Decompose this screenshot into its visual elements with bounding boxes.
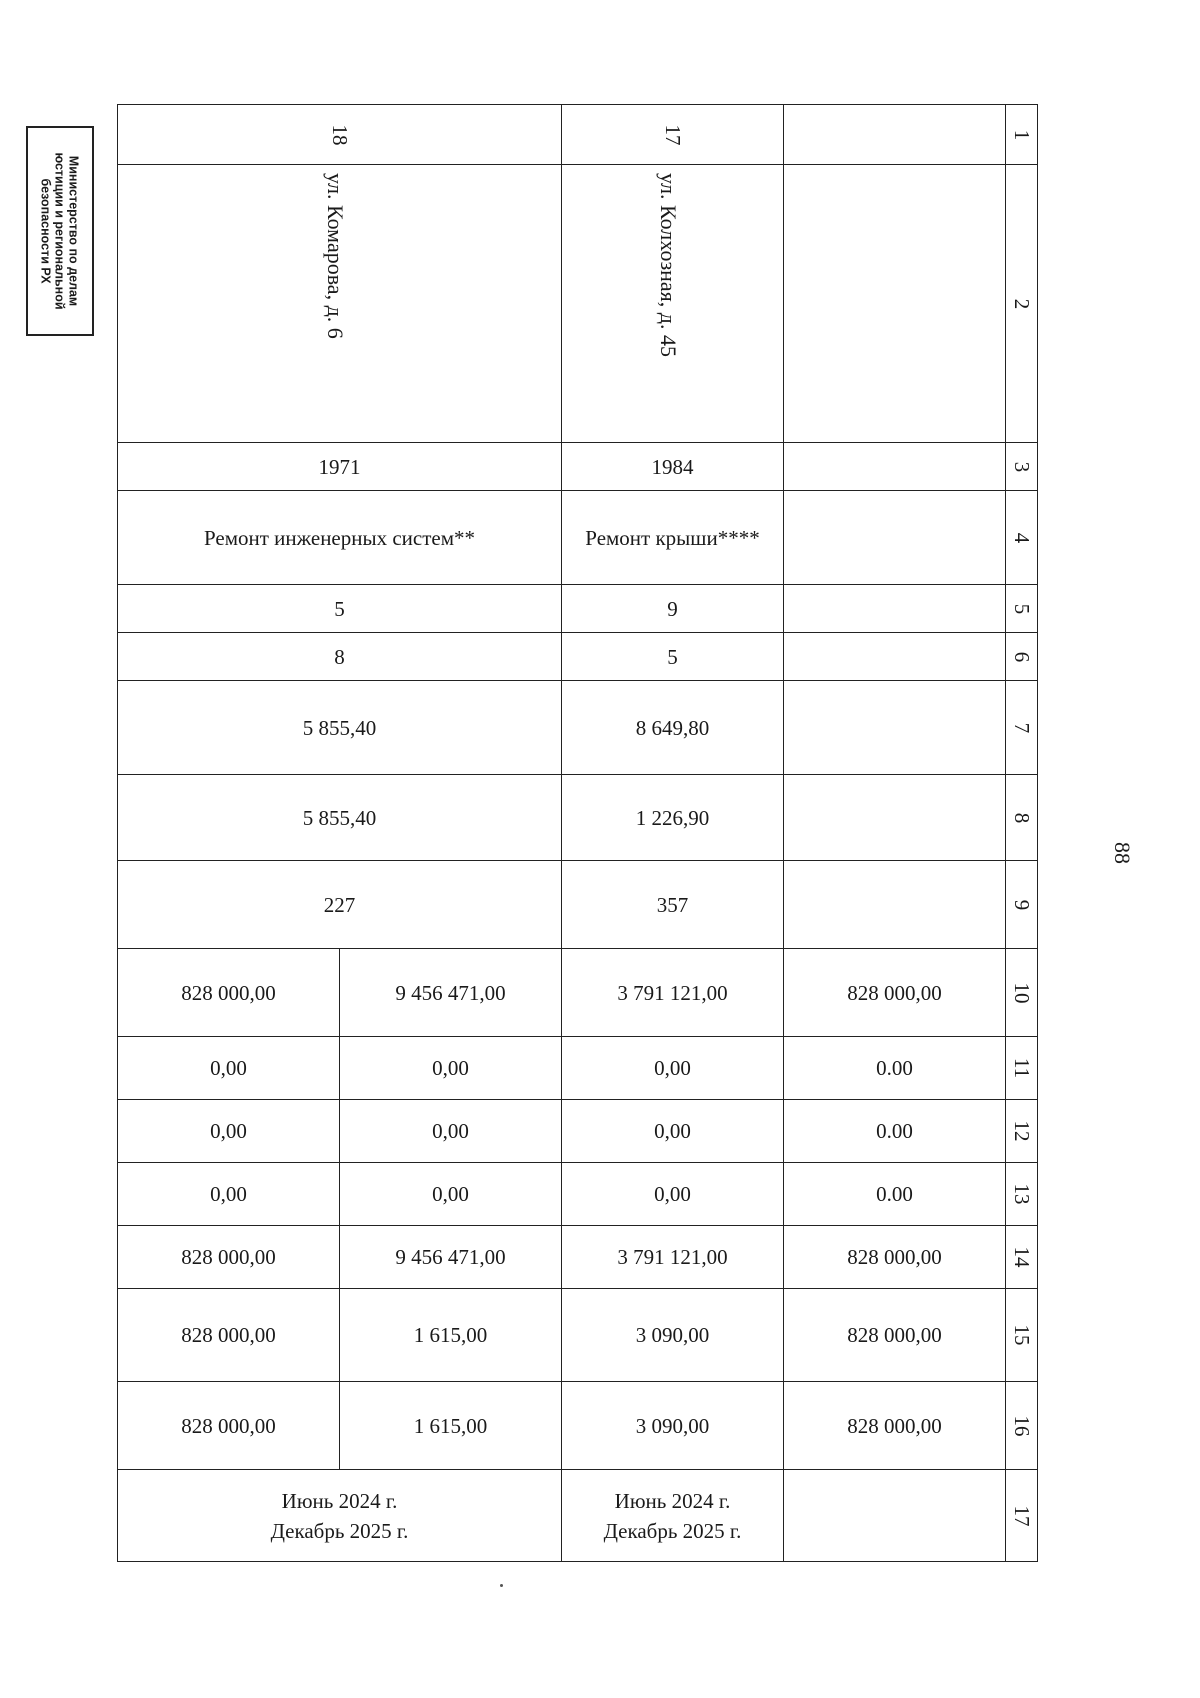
table-row — [118, 949, 1038, 1037]
table-row — [118, 1382, 1038, 1470]
page-number-text: 88 — [1110, 842, 1135, 864]
table-cell: Ремонт инженерных систем** — [118, 491, 562, 585]
period-end: Декабрь 2025 г. — [603, 1518, 742, 1543]
table-cell — [784, 861, 1006, 949]
table-cell: 3 090,00 — [562, 1289, 784, 1382]
table-row — [118, 1289, 1038, 1382]
table-cell: 8 — [118, 633, 562, 681]
data-table — [117, 104, 1038, 1562]
table-cell — [784, 1470, 1006, 1562]
row-number: 16 — [1006, 1382, 1038, 1470]
period-cell — [118, 1470, 562, 1562]
row-number: 9 — [1006, 861, 1038, 949]
table-cell: 828 000,00 — [118, 1382, 340, 1470]
address-cell: ул. Комарова, д. 6 — [118, 165, 562, 443]
stamp-line: Министерство по делам — [67, 155, 81, 307]
period-cell — [562, 1470, 784, 1562]
table-row — [118, 681, 1038, 775]
row-number: 12 — [1006, 1100, 1038, 1163]
table-cell: Ремонт крыши**** — [562, 491, 784, 585]
table-cell: 9 — [562, 585, 784, 633]
table-cell: 0,00 — [562, 1163, 784, 1226]
table-cell: 0.00 — [784, 1100, 1006, 1163]
row-number: 17 — [1006, 1470, 1038, 1562]
stamp-line: безопасности РХ — [39, 178, 53, 284]
table-cell: 3 791 121,00 — [562, 1226, 784, 1289]
table-cell: 5 855,40 — [118, 775, 562, 861]
table-row — [118, 443, 1038, 491]
table-cell: 1984 — [562, 443, 784, 491]
table-cell: 0,00 — [118, 1100, 340, 1163]
table-row — [118, 775, 1038, 861]
table-cell: 0.00 — [784, 1163, 1006, 1226]
table-cell — [784, 633, 1006, 681]
row-number: 3 — [1006, 443, 1038, 491]
table-cell: 0,00 — [562, 1037, 784, 1100]
table-row — [118, 633, 1038, 681]
table-cell: 0.00 — [784, 1037, 1006, 1100]
row-number: 6 — [1006, 633, 1038, 681]
row-number: 5 — [1006, 585, 1038, 633]
table-cell: 17 — [562, 105, 784, 165]
table-row — [118, 585, 1038, 633]
table-cell: 0,00 — [562, 1100, 784, 1163]
row-number: 11 — [1006, 1037, 1038, 1100]
table-cell: 0,00 — [118, 1037, 340, 1100]
table-row — [118, 1470, 1038, 1562]
period-start: Июнь 2024 г. — [281, 1488, 398, 1513]
table-cell: 828 000,00 — [784, 1382, 1006, 1470]
table-cell: 828 000,00 — [784, 949, 1006, 1037]
table-cell: 3 090,00 — [562, 1382, 784, 1470]
table-cell: 828 000,00 — [784, 1226, 1006, 1289]
row-number: 7 — [1006, 681, 1038, 775]
table-cell: 5 — [562, 633, 784, 681]
row-number: 13 — [1006, 1163, 1038, 1226]
stamp-text — [39, 152, 81, 309]
table-cell: 227 — [118, 861, 562, 949]
table-cell — [784, 443, 1006, 491]
table-row — [118, 105, 1038, 165]
table-cell: 0,00 — [118, 1163, 340, 1226]
table-cell: 5 855,40 — [118, 681, 562, 775]
table-cell: 8 649,80 — [562, 681, 784, 775]
scan-speck — [500, 1584, 503, 1587]
table-cell: 5 — [118, 585, 562, 633]
table-cell: 357 — [562, 861, 784, 949]
table-cell: 9 456 471,00 — [340, 949, 562, 1037]
table-cell: 1 226,90 — [562, 775, 784, 861]
table-cell — [784, 585, 1006, 633]
table-cell: 0,00 — [340, 1037, 562, 1100]
table-cell: 18 — [118, 105, 562, 165]
row-number: 14 — [1006, 1226, 1038, 1289]
table-cell — [784, 105, 1006, 165]
table-cell — [784, 775, 1006, 861]
table-cell: 828 000,00 — [784, 1289, 1006, 1382]
table-cell: 828 000,00 — [118, 1226, 340, 1289]
table-cell: 1971 — [118, 443, 562, 491]
row-number: 4 — [1006, 491, 1038, 585]
row-number: 1 — [1006, 105, 1038, 165]
table-row — [118, 1163, 1038, 1226]
address-cell: ул. Колхозная, д. 45 — [562, 165, 784, 443]
table-cell — [784, 681, 1006, 775]
table-cell: 0,00 — [340, 1100, 562, 1163]
registration-stamp — [26, 126, 94, 336]
table-cell: 9 456 471,00 — [340, 1226, 562, 1289]
row-number: 10 — [1006, 949, 1038, 1037]
table-row — [118, 861, 1038, 949]
table-cell — [784, 165, 1006, 443]
stamp-line: юстиции и региональной — [53, 152, 67, 310]
table-cell: 1 615,00 — [340, 1382, 562, 1470]
period-end: Декабрь 2025 г. — [270, 1518, 409, 1543]
table-cell — [784, 491, 1006, 585]
table-row — [118, 165, 1038, 443]
table-row — [118, 1226, 1038, 1289]
row-number: 8 — [1006, 775, 1038, 861]
table-cell: 828 000,00 — [118, 949, 340, 1037]
table-cell: 3 791 121,00 — [562, 949, 784, 1037]
table-row — [118, 491, 1038, 585]
table-cell: 1 615,00 — [340, 1289, 562, 1382]
page-number — [1102, 838, 1142, 868]
row-number: 2 — [1006, 165, 1038, 443]
period-start: Июнь 2024 г. — [614, 1488, 731, 1513]
table-row — [118, 1100, 1038, 1163]
table-row — [118, 1037, 1038, 1100]
table-cell: 0,00 — [340, 1163, 562, 1226]
row-number: 15 — [1006, 1289, 1038, 1382]
table-cell: 828 000,00 — [118, 1289, 340, 1382]
